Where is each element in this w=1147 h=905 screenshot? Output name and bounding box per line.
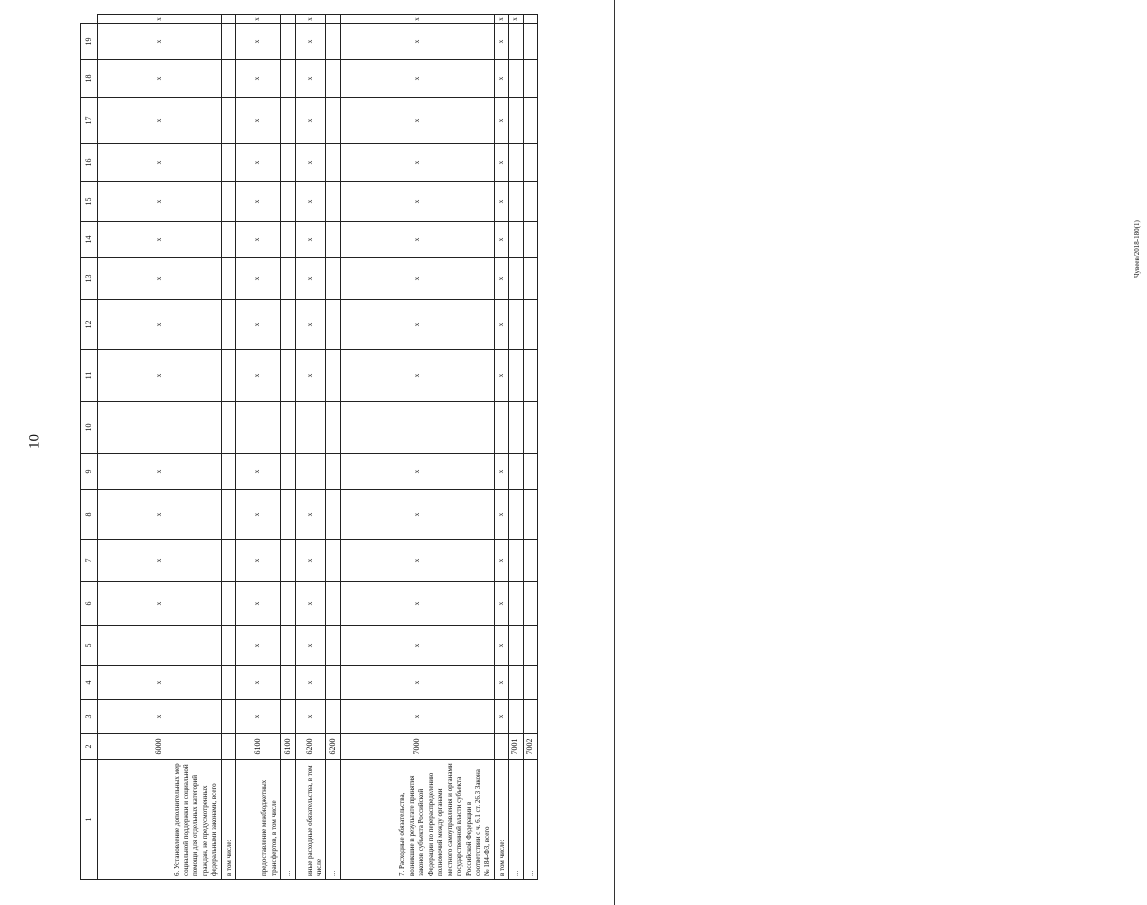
cell-col-17 [523,98,537,144]
cell-col-10 [494,402,508,454]
cell-col-15 [281,182,295,222]
row-code [494,734,508,760]
row-description: 7. Расходные обязательства, возникшие в результате принятия законов субъекта Российской Федерации по перераспределению полномочий между органами местного самоуправления и органами государственной власти субъекта Российской Федерации в соответствии с ч. 6.1 ст. 26.3 Закона № 184-ФЗ, всего [340,760,494,880]
row-description: ... [509,760,523,880]
cell-col-9 [326,454,340,490]
cell-col-5 [326,626,340,666]
cell-col-3 [281,700,295,734]
cell-col-12 [281,300,295,350]
cell-col-12: x [236,300,281,350]
cell-col-5 [509,626,523,666]
page-number: 10 [26,434,43,449]
column-header-9: 9 [81,454,98,490]
cell-col-13: x [98,258,221,300]
table-row [340,15,494,880]
cell-col-8: x [494,490,508,540]
cell-col-19: x [98,24,221,60]
cell-col-11 [326,350,340,402]
cell-col-5: x [494,626,508,666]
cell-col-19 [509,24,523,60]
cell-col-20: x [295,15,326,24]
cell-col-11 [221,350,235,402]
column-header-3: 3 [81,700,98,734]
cell-col-11: x [494,350,508,402]
cell-col-8 [221,490,235,540]
cell-col-20 [281,15,295,24]
cell-col-9 [523,454,537,490]
cell-col-7: x [494,540,508,582]
cell-col-7 [221,540,235,582]
cell-col-16: x [236,144,281,182]
cell-col-6 [281,582,295,626]
cell-col-4 [523,666,537,700]
cell-col-4 [509,666,523,700]
cell-col-10 [523,402,537,454]
cell-col-4: x [494,666,508,700]
column-header-1: 1 [81,760,98,880]
cell-col-7: x [236,540,281,582]
cell-col-4: x [340,666,494,700]
cell-col-14 [281,222,295,258]
cell-col-16 [509,144,523,182]
table-row [236,15,281,880]
cell-col-20 [221,15,235,24]
row-code: 7001 [509,734,523,760]
column-header-16: 16 [81,144,98,182]
cell-col-11: x [236,350,281,402]
scan-edge-line [614,0,615,905]
cell-col-4: x [98,666,221,700]
document-stamp-text: Чувеев/2018-180(1) [1133,220,1141,278]
cell-col-17: x [236,98,281,144]
cell-col-17 [281,98,295,144]
cell-col-5: x [236,626,281,666]
cell-col-16: x [98,144,221,182]
cell-col-18 [221,60,235,98]
cell-col-11 [281,350,295,402]
row-description: 6. Установление дополнительных мер социальной поддержки и социальной помощи для отдельных категорий граждан, не предусмотренных федеральными законами, всего [98,760,221,880]
table-row [494,15,508,880]
cell-col-7 [281,540,295,582]
header-row [81,15,98,880]
cell-col-15: x [98,182,221,222]
cell-col-9 [221,454,235,490]
cell-col-3: x [236,700,281,734]
cell-col-13 [281,258,295,300]
column-header-18: 18 [81,60,98,98]
table-row [221,15,235,880]
cell-col-7 [523,540,537,582]
cell-col-13 [523,258,537,300]
cell-col-14: x [98,222,221,258]
cell-col-5: x [295,626,326,666]
cell-col-6 [509,582,523,626]
cell-col-18: x [494,60,508,98]
cell-col-15: x [236,182,281,222]
cell-col-17 [509,98,523,144]
cell-col-19: x [236,24,281,60]
cell-col-8 [523,490,537,540]
column-header-5: 5 [81,626,98,666]
cell-col-5 [221,626,235,666]
rotated-table-wrapper [80,14,538,880]
column-header-6: 6 [81,582,98,626]
cell-col-15 [509,182,523,222]
cell-col-13 [221,258,235,300]
cell-col-20 [326,15,340,24]
cell-col-15: x [494,182,508,222]
cell-col-8 [509,490,523,540]
cell-col-20 [523,15,537,24]
cell-col-20: x [340,15,494,24]
cell-col-8: x [98,490,221,540]
cell-col-17 [326,98,340,144]
cell-col-12: x [98,300,221,350]
cell-col-13: x [494,258,508,300]
column-header-8: 8 [81,490,98,540]
column-header-14: 14 [81,222,98,258]
cell-col-20: x [509,15,523,24]
column-header-17: 17 [81,98,98,144]
table-row [509,15,523,880]
cell-col-7: x [295,540,326,582]
cell-col-7 [326,540,340,582]
cell-col-16 [281,144,295,182]
cell-col-18 [281,60,295,98]
row-description: ... [281,760,295,880]
cell-col-19 [281,24,295,60]
cell-col-20: x [236,15,281,24]
column-header-12: 12 [81,300,98,350]
column-header-4: 4 [81,666,98,700]
cell-col-16 [523,144,537,182]
cell-col-9 [281,454,295,490]
column-header-13: 13 [81,258,98,300]
column-header-2: 2 [81,734,98,760]
cell-col-20: x [98,15,221,24]
document-stamp [570,170,1141,278]
cell-col-9: x [98,454,221,490]
cell-col-14: x [236,222,281,258]
cell-col-6: x [340,582,494,626]
cell-col-14 [509,222,523,258]
cell-col-10 [326,402,340,454]
row-description: иные расходные обязательства, в том числе [295,760,326,880]
cell-col-12 [509,300,523,350]
cell-col-10 [281,402,295,454]
row-description: ... [326,760,340,880]
cell-col-11: x [340,350,494,402]
cell-col-6 [523,582,537,626]
cell-col-3 [326,700,340,734]
cell-col-6: x [98,582,221,626]
cell-col-12 [326,300,340,350]
cell-col-19 [221,24,235,60]
row-code: 6200 [295,734,326,760]
row-code: 7002 [523,734,537,760]
cell-col-3 [523,700,537,734]
cell-col-15: x [295,182,326,222]
cell-col-17: x [494,98,508,144]
cell-col-13: x [236,258,281,300]
cell-col-8: x [236,490,281,540]
cell-col-17 [221,98,235,144]
cell-col-19: x [295,24,326,60]
cell-col-12: x [340,300,494,350]
cell-col-18: x [98,60,221,98]
table-row [295,15,326,880]
cell-col-18: x [236,60,281,98]
cell-col-16 [326,144,340,182]
cell-col-8 [326,490,340,540]
row-description: предоставление межбюджетных трансфертов, в том числе [236,760,281,880]
cell-col-9: x [236,454,281,490]
column-header-7: 7 [81,540,98,582]
cell-col-13 [326,258,340,300]
cell-col-15 [523,182,537,222]
cell-col-11: x [98,350,221,402]
cell-col-12: x [494,300,508,350]
cell-col-17: x [340,98,494,144]
cell-col-10 [221,402,235,454]
cell-col-14: x [340,222,494,258]
cell-col-17: x [98,98,221,144]
cell-col-5 [281,626,295,666]
row-description: ... [523,760,537,880]
cell-col-18: x [295,60,326,98]
cell-col-4 [221,666,235,700]
row-code: 6100 [281,734,295,760]
cell-col-6 [326,582,340,626]
cell-col-19 [523,24,537,60]
cell-col-13 [509,258,523,300]
cell-col-7 [509,540,523,582]
cell-col-8: x [295,490,326,540]
table-frame [80,14,538,880]
cell-col-4: x [295,666,326,700]
cell-col-11: x [295,350,326,402]
cell-col-14: x [494,222,508,258]
cell-col-20: x [494,15,508,24]
cell-col-11 [509,350,523,402]
cell-col-13: x [340,258,494,300]
cell-col-12: x [295,300,326,350]
cell-col-14 [221,222,235,258]
column-header-15: 15 [81,182,98,222]
cell-col-4 [326,666,340,700]
cell-col-16: x [494,144,508,182]
cell-col-6: x [295,582,326,626]
cell-col-18 [523,60,537,98]
cell-col-19: x [340,24,494,60]
cell-col-10 [98,402,221,454]
cell-col-7: x [98,540,221,582]
cell-col-17: x [295,98,326,144]
cell-col-15 [221,182,235,222]
cell-col-19: x [494,24,508,60]
cell-col-9 [509,454,523,490]
row-description: в том числе: [494,760,508,880]
table-row [523,15,537,880]
cell-col-18 [509,60,523,98]
cell-col-9: x [340,454,494,490]
table-row [281,15,295,880]
cell-col-10 [236,402,281,454]
row-code: 7000 [340,734,494,760]
cell-col-3: x [340,700,494,734]
cell-col-16: x [340,144,494,182]
cell-col-10 [509,402,523,454]
cell-col-3: x [98,700,221,734]
cell-col-4 [281,666,295,700]
cell-col-10 [340,402,494,454]
obligations-table [80,14,538,880]
cell-col-5: x [340,626,494,666]
column-header-11: 11 [81,350,98,402]
cell-col-3: x [494,700,508,734]
cell-col-13: x [295,258,326,300]
cell-col-10 [295,402,326,454]
cell-col-5 [523,626,537,666]
table-row [326,15,340,880]
cell-col-16 [221,144,235,182]
cell-col-3: x [295,700,326,734]
cell-col-6 [221,582,235,626]
cell-col-9: x [494,454,508,490]
cell-col-18: x [340,60,494,98]
row-code: 6200 [326,734,340,760]
cell-col-14 [523,222,537,258]
cell-col-4: x [236,666,281,700]
cell-col-14 [326,222,340,258]
cell-col-19 [326,24,340,60]
cell-col-11 [523,350,537,402]
cell-col-9 [295,454,326,490]
cell-col-5 [98,626,221,666]
row-code [221,734,235,760]
row-code: 6000 [98,734,221,760]
column-header-19: 19 [81,24,98,60]
cell-col-7: x [340,540,494,582]
cell-col-3 [509,700,523,734]
cell-col-14: x [295,222,326,258]
row-description: в том числе: [221,760,235,880]
cell-col-12 [221,300,235,350]
cell-col-3 [221,700,235,734]
row-code: 6100 [236,734,281,760]
column-header-10: 10 [81,402,98,454]
cell-col-12 [523,300,537,350]
cell-col-6: x [236,582,281,626]
cell-col-18 [326,60,340,98]
cell-col-16: x [295,144,326,182]
table-row [98,15,221,880]
cell-col-15: x [340,182,494,222]
cell-col-8 [281,490,295,540]
cell-col-8: x [340,490,494,540]
cell-col-15 [326,182,340,222]
cell-col-6: x [494,582,508,626]
